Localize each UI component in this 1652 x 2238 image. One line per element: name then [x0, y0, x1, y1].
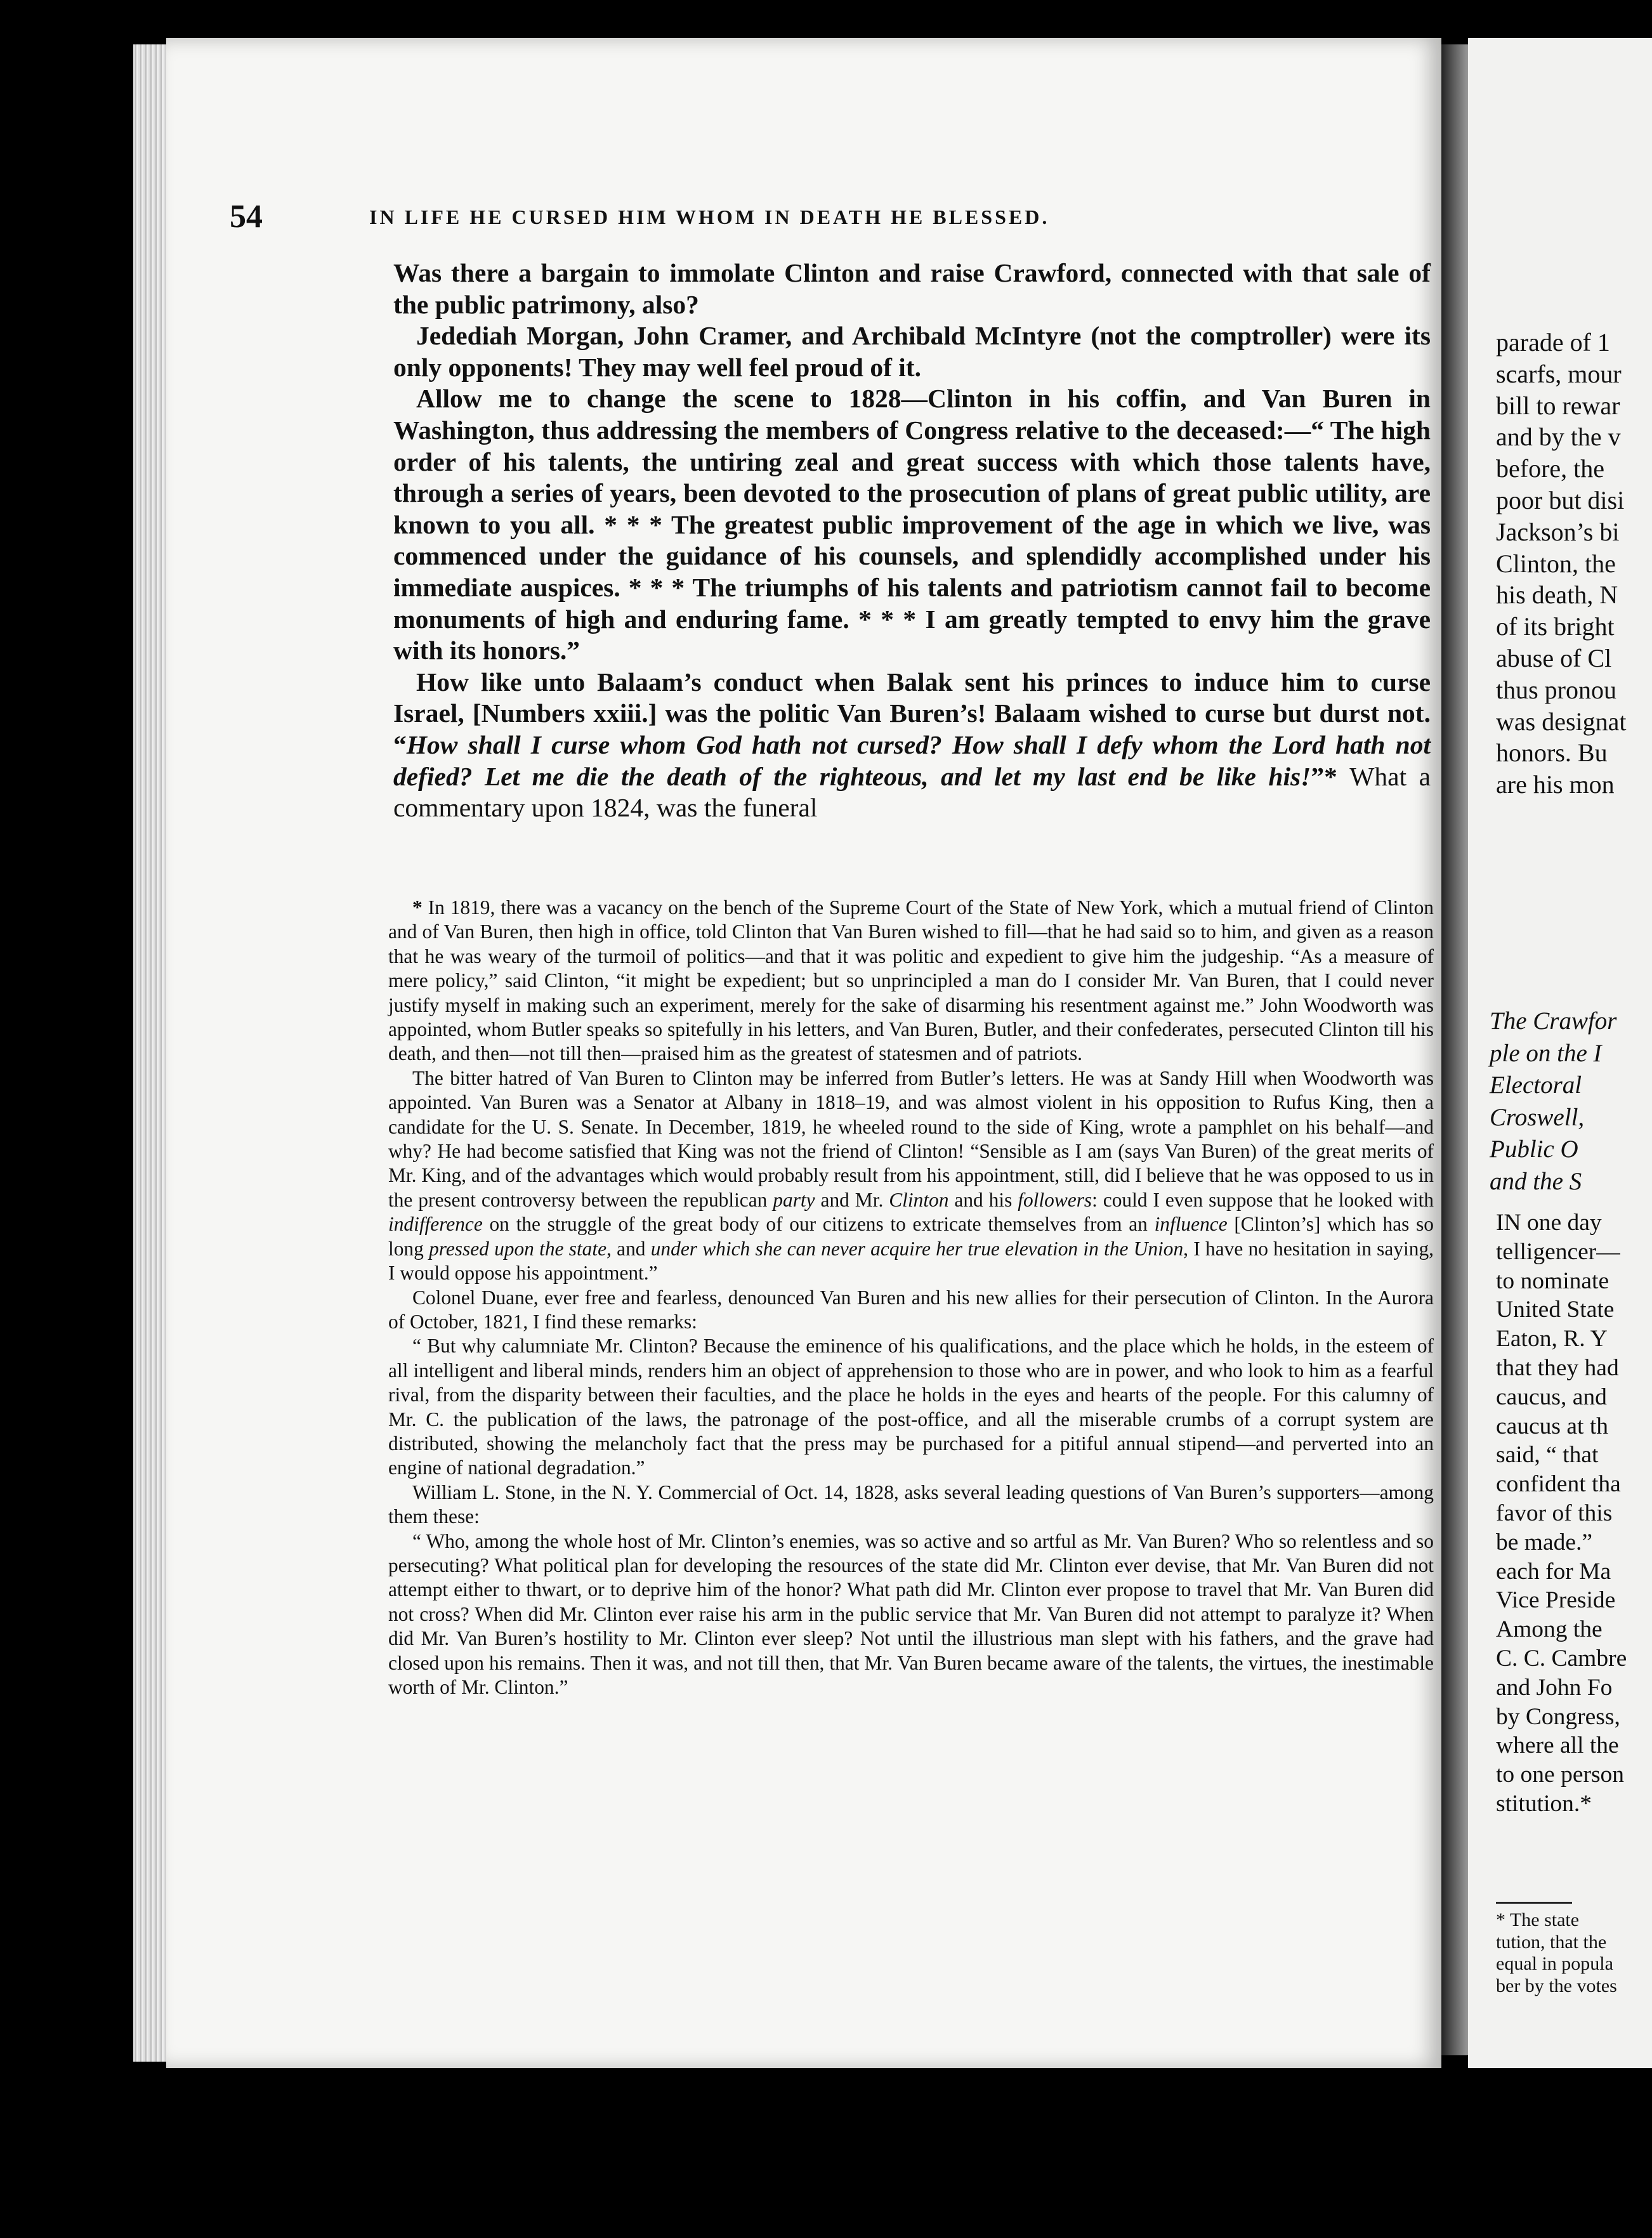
main-text	[393, 258, 1431, 824]
right-page-line: telligencer—	[1496, 1238, 1620, 1265]
right-page-line: Vice Preside	[1496, 1587, 1616, 1614]
page-number: 54	[230, 199, 263, 235]
right-page-line: to nominate	[1496, 1267, 1609, 1294]
text-run: influence	[1154, 1213, 1228, 1236]
text-run: indifference	[388, 1213, 483, 1236]
text-run: [Clinton’s] which has so long	[388, 1213, 1434, 1260]
footnote: “ Who, among the whole host of Mr. Clinton’s enemies, was so active and so artful as Mr. Van Buren? Who so relentless and so persecuting? What political plan for developing the resources of the state did Mr. Clinton ever devise, that Mr. Van Buren did not attempt either to thwart, or to deprive him of the honor? What path did Mr. Clinton ever propose to travel that Mr. Van Buren did not cross? When did Mr. Clinton ever raise his arm in the public service that Mr. Van Buren did not attempt to paralyze it? When did Mr. Van Buren’s hostility to Mr. Clinton ever sleep? Not until the illustrious man slept with his fathers, and the grave had closed upon his remains. Then it was, and not till then, that Mr. Van Buren became aware of the talents, the virtues, the inestimable worth of Mr. Clinton.”	[388, 1529, 1434, 1698]
footnote: William L. Stone, in the N. Y. Commercial of Oct. 14, 1828, asks several leading questions of Van Buren’s supporters—among them these:	[388, 1481, 1434, 1528]
footnote-text: In 1819, there was a vacancy on the bench of the Supreme Court of the State of New York, which a mutual friend of Clinton and of Van Buren, then high in office, told Clinton that Van Buren wished to fill—that he had said so to him, and given as a reason that he was weary of the turmoil of politics—and that it was politic and expedient to give him the judgeship. “As a measure of mere policy,” said Clinton, “it might be expedient; but so unprincipled a man do I consider Mr. Van Buren, that I could never justify myself in making such an experiment, merely for the sake of disarming his resentment against me.” John Woodworth was appointed, whom Butler speaks so spitefully in his letters, and Van Buren, Butler, and their confederates, persecuted Clinton till his death, and then—not till then—praised him as the greatest of statesmen and of patriots.	[388, 896, 1434, 1065]
running-head: IN LIFE HE CURSED HIM WHOM IN DEATH HE BLESSED.	[369, 206, 1050, 228]
right-page-line: tution, that the	[1496, 1931, 1607, 1953]
right-page-line: The Crawfor	[1490, 1007, 1617, 1035]
right-page-line: before, the	[1496, 454, 1605, 483]
right-page-line: are his mon	[1496, 770, 1615, 799]
footnote-marker: *	[412, 896, 428, 919]
text-run: ”*	[1311, 761, 1350, 791]
text-run: party	[773, 1188, 815, 1211]
right-page-line: abuse of Cl	[1496, 643, 1612, 672]
right-page-line: Croswell,	[1490, 1103, 1585, 1131]
text-run: , I have no hesitation in saying, I would oppose his appointment.”	[388, 1237, 1434, 1285]
right-page-line: confident tha	[1496, 1471, 1621, 1498]
text-run: , and	[606, 1237, 651, 1260]
right-page-heading	[1490, 1005, 1652, 1198]
right-page-line: each for Ma	[1496, 1558, 1611, 1585]
right-page-line: Clinton, the	[1496, 549, 1616, 578]
right-page-line: and by the v	[1496, 422, 1621, 452]
right-page-line: honors. Bu	[1496, 738, 1608, 768]
right-page-line: was designat	[1496, 707, 1627, 736]
right-page-line: Among the	[1496, 1616, 1603, 1643]
paragraph: Was there a bargain to immolate Clinton and raise Crawford, connected with that sale of the public patrimony, also?	[393, 258, 1431, 319]
right-page-line: by Congress,	[1496, 1703, 1620, 1730]
right-page-line: caucus at th	[1496, 1413, 1609, 1439]
right-page-line: poor but disi	[1496, 485, 1625, 514]
paragraph	[393, 667, 1431, 824]
right-page-body-2	[1496, 1208, 1652, 1819]
right-page-line: * The state	[1496, 1909, 1580, 1930]
right-page-line: ber by the votes	[1496, 1975, 1617, 1996]
text-run: followers	[1018, 1188, 1092, 1211]
text-run: and Mr.	[815, 1188, 889, 1211]
scripture-quote: How shall I curse whom God hath not cursed? How shall I defy whom the Lord hath not defied? Let me die the death of the righteous, and let my last end be like his!	[393, 730, 1431, 791]
right-page-body	[1496, 327, 1652, 801]
right-page-line: equal in popula	[1496, 1953, 1613, 1974]
text-run: and his	[948, 1188, 1018, 1211]
text-run: How like unto Balaam’s conduct when Balak sent his princes to induce him to curse Israel, [Numbers xxiii.] was the politic Van Buren’s! Balaam wished to curse but durst not. “	[393, 667, 1431, 759]
right-page-line: of its bright	[1496, 612, 1615, 641]
right-page-line: United State	[1496, 1297, 1615, 1323]
footnotes	[388, 896, 1434, 1699]
page-block-edge	[133, 44, 171, 2062]
right-page-line: ple on the I	[1490, 1039, 1602, 1067]
right-page-line: scarfs, mour	[1496, 359, 1622, 388]
right-page-line: that they had	[1496, 1354, 1619, 1381]
right-page-line: stitution.*	[1496, 1790, 1592, 1817]
text-run: pressed upon the state	[429, 1237, 607, 1260]
right-page-line: and the S	[1490, 1167, 1582, 1195]
right-page-line: said, “ that	[1496, 1442, 1599, 1469]
text-run: What a commentary upon 1824, was the funeral	[393, 761, 1431, 823]
footnote	[388, 896, 1434, 1066]
right-page-line: IN one day	[1496, 1210, 1602, 1236]
right-page-line: bill to rewar	[1496, 391, 1620, 420]
right-page-line: where all the	[1496, 1732, 1619, 1759]
right-page-line: be made.”	[1496, 1529, 1592, 1555]
right-page-line: Eaton, R. Y	[1496, 1326, 1608, 1352]
text-run: Clinton	[889, 1188, 949, 1211]
text-run: on the struggle of the great body of our citizens to extricate themselves from an	[482, 1213, 1155, 1236]
page-header	[230, 198, 1308, 236]
right-page-line: Electoral	[1490, 1071, 1582, 1099]
paragraph: Allow me to change the scene to 1828—Clinton in his coffin, and Van Buren in Washington, thus addressing the members of Congress relative to the deceased:—“ The high order of his talents, the untiring zeal and great success with which those talents have, through a series of years, been devoted to the prosecution of plans of great public utility, are known to you all. * * * The greatest public improvement of the age in which we live, was commenced under the guidance of his counsels, and splendidly accomplished under his immediate auspices. * * * The triumphs of his talents and patriotism cannot fail to become monuments of high and enduring fame. * * * I am greatly tempted to envy him the grave with its honors.”	[393, 384, 1431, 665]
footnote: Colonel Duane, ever free and fearless, denounced Van Buren and his new allies for their persecution of Clinton. In the Aurora of October, 1821, I find these remarks:	[388, 1286, 1434, 1333]
text-run: The bitter hatred of Van Buren to Clinton may be inferred from Butler’s letters. He was at Sandy Hill when Woodworth was appointed. Van Buren was a Senator at Albany in 1818–19, and was almost violent in his opposition to Rufus King, then a candidate for the U. S. Senate. In December, 1819, he wheeled round to the side of King, wrote a pamphlet on his behalf—and why? He had become satisfied that King was not the friend of Clinton! “Sensible as I am (says Van Buren) of the great merits of Mr. King, and of the advantages which would probably result from his appointment, still, did I believe that he was opposed to us in the present controversy between the republican	[388, 1066, 1434, 1211]
text-run: : could I even suppose that he looked with	[1092, 1188, 1434, 1211]
right-page-line: his death, N	[1496, 580, 1618, 610]
right-page-fragment	[1468, 38, 1652, 2068]
right-page-line: Jackson’s bi	[1496, 517, 1620, 546]
footnote	[388, 1066, 1434, 1286]
text-run: under which she can never acquire her true elevation in the Union	[650, 1237, 1184, 1260]
right-page-line: to one person	[1496, 1762, 1625, 1788]
book-gutter	[1441, 44, 1468, 2055]
paragraph: Jedediah Morgan, John Cramer, and Archibald McIntyre (not the comptroller) were its only opponents! They may well feel proud of it.	[393, 321, 1431, 382]
right-page-line: and John Fo	[1496, 1674, 1613, 1701]
right-page-line: caucus, and	[1496, 1384, 1607, 1410]
right-page-line: Public O	[1490, 1135, 1578, 1163]
right-page-line: thus pronou	[1496, 675, 1616, 704]
right-page-footnote	[1496, 1909, 1652, 1997]
footnote-rule	[1496, 1902, 1572, 1904]
right-page-line: parade of 1	[1496, 328, 1610, 357]
footnote: “ But why calumniate Mr. Clinton? Because the eminence of his qualifications, and the place which he holds, in the esteem of all intelligent and liberal minds, renders him an object of apprehension to those who are in power, and who look to him as a fearful rival, from the disparity between their faculties, and the place he holds in the eyes and hearts of the people. For this calumny of Mr. C. the publication of the laws, the patronage of the post-office, and all the miserable crumbs of a corrupt system are distributed, showing the melancholy fact that the press may be purchased for a pitiful annual stipend—and perverted into an engine of national degradation.”	[388, 1335, 1434, 1479]
right-page-line: C. C. Cambre	[1496, 1645, 1627, 1672]
right-page-line: favor of this	[1496, 1500, 1613, 1526]
